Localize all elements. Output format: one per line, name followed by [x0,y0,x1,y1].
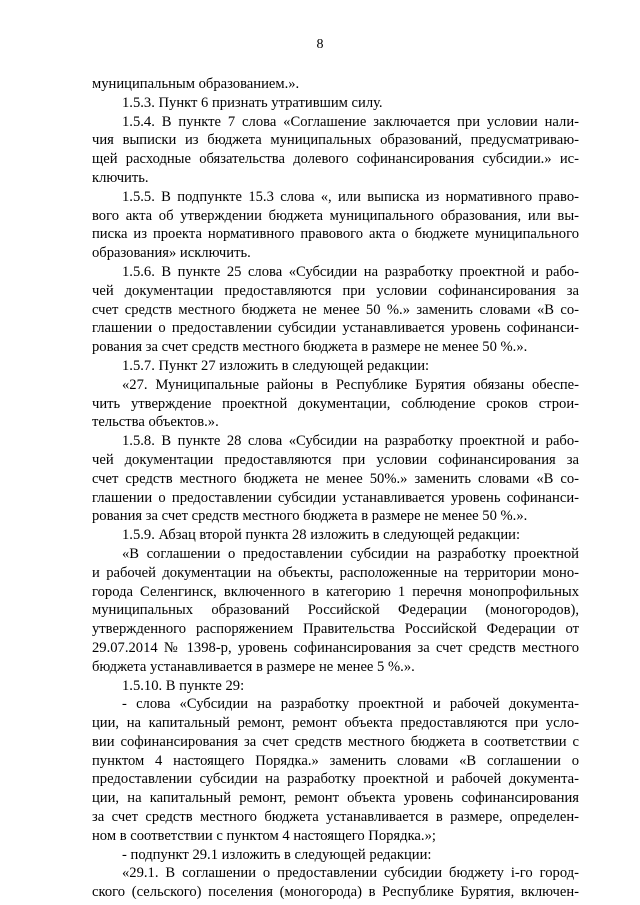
text-line: города Селенгинск, включенного в категорию 1 перечня монопрофильных [92,583,579,600]
page-number: 8 [316,37,324,52]
text-line: ского (сельского) поселения (моногорода) в Республике Бурятия, включен- [92,884,579,901]
text-line: муниципальных образований Российской Федерации (моногородов), [92,602,579,619]
text-line: 1.5.10. В пункте 29: [122,677,245,694]
text-line: счет средств местного бюджета не менее 50%.» заменить словами «В со- [92,470,579,487]
text-line: щей расходные обязательства долевого софинансирования субсидии.» ис- [92,151,579,168]
text-line: 1.5.4. В пункте 7 слова «Соглашение заключается при условии нали- [122,113,579,130]
text-line: 1.5.7. Пункт 27 изложить в следующей редакции: [122,357,430,374]
text-line: предоставлении субсидии на разработку проектной и рабочей документа- [92,771,579,788]
text-line: счет средств местного бюджета не менее 50 %.» заменить словами «В со- [92,301,579,318]
text-line: муниципальным образованием.». [92,76,300,92]
text-line: 1.5.8. В пункте 28 слова «Субсидии на разработку проектной и рабо- [122,433,579,450]
text-line: вого акта об утверждении бюджета муниципального образования, или вы- [92,207,579,224]
text-line: 29.07.2014 № 1398-р, уровень софинансирования за счет средств местного [92,639,579,656]
text-line: 1.5.9. Абзац второй пункта 28 изложить в следующей редакции: [122,527,521,544]
text-line: ключить. [92,169,149,186]
text-line: «29.1. В соглашении о предоставлении субсидии бюджету i-го город- [122,865,579,882]
text-line: и рабочей документации на объекты, расположенные на территории моно- [92,564,579,581]
text-line: утвержденного распоряжением Правительства Российской Федерации от [92,621,579,638]
text-line: писка из проекта нормативного правового акта о бюджете муниципального [92,226,579,243]
text-line: вии софинансирования за счет средств местного бюджета в соответствии с [92,733,579,750]
text-line: рования за счет средств местного бюджета в размере не менее 50 %.». [92,339,528,356]
text-line: бюджета устанавливается в размере не менее 5 %.». [92,658,415,675]
text-line: - слова «Субсидии на разработку проектной и рабочей документа- [122,696,579,713]
text-line: чия выписки из бюджета муниципальных образований, предусматриваю- [92,132,579,149]
text-line: глашении о предоставлении субсидии устанавливается уровень софинанси- [92,489,579,506]
text-line: чей документации предоставляются при условии софинансирования за [92,451,579,468]
text-line: тельства объектов.». [92,414,219,431]
text-line: 1.5.6. В пункте 25 слова «Субсидии на разработку проектной и рабо- [122,263,579,280]
document-body [92,75,579,902]
text-line: образования» исключить. [92,245,251,262]
text-line: 1.5.3. Пункт 6 признать утратившим силу. [122,94,383,111]
text-line: ции, на капитальный ремонт, ремонт объекта уровень софинансирования [92,790,579,807]
text-line: ции, на капитальный ремонт, ремонт объекта предоставляются при усло- [92,715,579,732]
text-line: «В соглашении о предоставлении субсидии на разработку проектной [122,545,579,562]
text-line: «27. Муниципальные районы в Республике Бурятия обязаны обеспе- [122,376,579,393]
text-line: пунктом 4 настоящего Порядка.» заменить словами «В соглашении о [92,752,579,769]
text-line: чить утверждение проектной документации, соблюдение сроков строи- [92,395,579,412]
text-line: чей документации предоставляются при условии софинансирования за [92,282,579,299]
text-line: рования за счет средств местного бюджета в размере не менее 50 %.». [92,508,528,525]
text-line: глашении о предоставлении субсидии устанавливается уровень софинанси- [92,320,579,337]
text-line: ном в соответствии с пунктом 4 настоящего Порядка.»; [92,827,436,844]
text-line: - подпункт 29.1 изложить в следующей редакции: [122,846,432,863]
text-line: за счет средств местного бюджета устанавливается в размере, определен- [92,809,579,826]
text-line: 1.5.5. В подпункте 15.3 слова «, или выписка из нормативного право- [122,188,579,205]
